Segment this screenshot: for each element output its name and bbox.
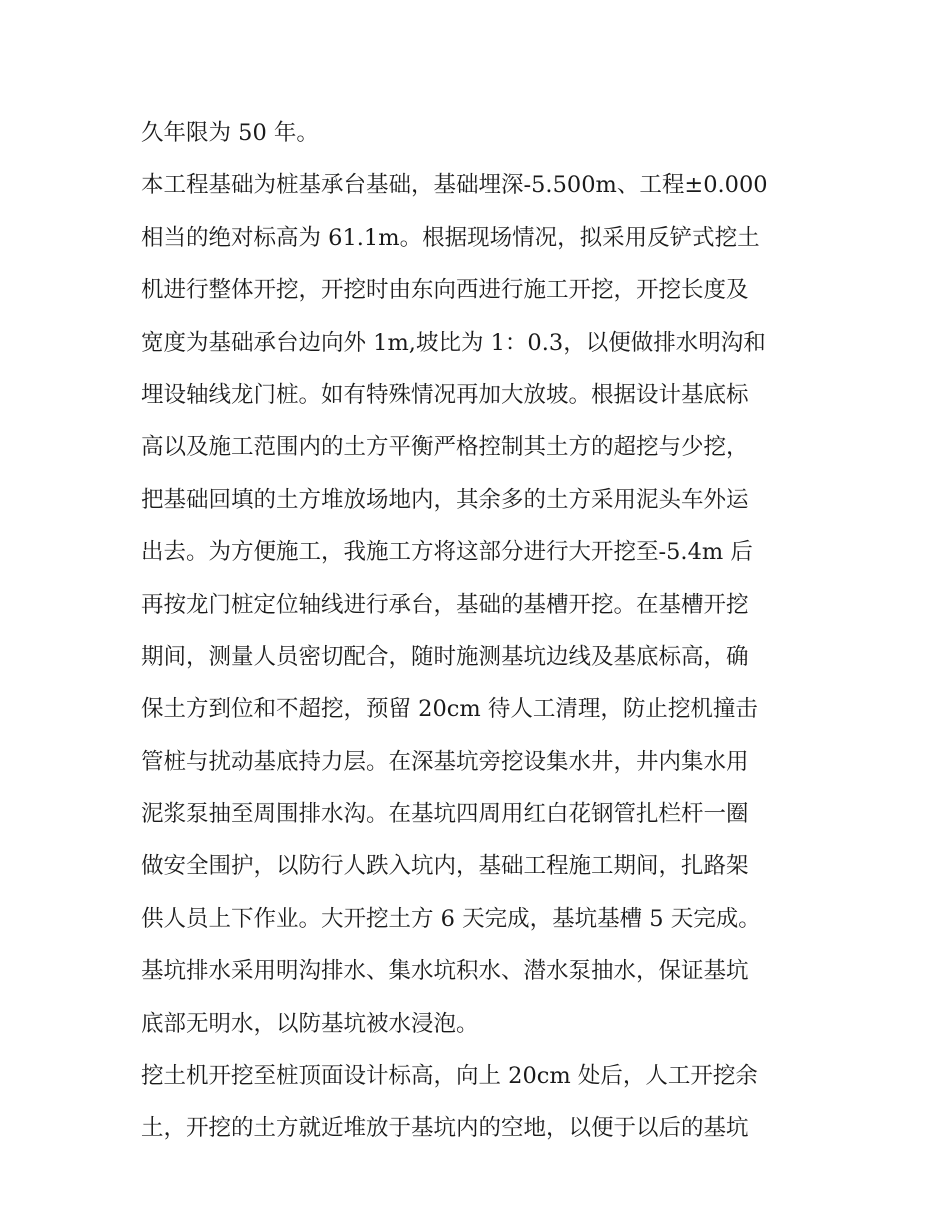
body-text [141,107,821,1155]
text-line: 基坑排水采用明沟排水、集水坑积水、潜水泵抽水，保证基坑 [141,958,749,985]
text-line: 底部无明水，以防基坑被水浸泡。 [141,1010,479,1037]
text-line: 供人员上下作业。大开挖土方 6 天完成，基坑基槽 5 天完成。 [141,905,761,932]
text-line: 保土方到位和不超挖，预留 20cm 待人工清理，防止挖机撞击 [141,696,758,723]
text-line: 宽度为基础承台边向外 1m,坡比为 1：0.3，以便做排水明沟和 [141,329,766,356]
text-line: 埋设轴线龙门桩。如有特殊情况再加大放坡。根据设计基底标 [141,381,749,408]
text-line: 高以及施工范围内的土方平衡严格控制其土方的超挖与少挖， [141,434,749,461]
text-line: 出去。为方便施工，我施工方将这部分进行大开挖至-5.4m 后 [141,539,753,566]
text-line: 泥浆泵抽至周围排水沟。在基坑四周用红白花钢管扎栏杆一圈 [141,801,749,828]
text-line: 管桩与扰动基底持力层。在深基坑旁挖设集水井，井内集水用 [141,748,749,775]
text-line: 久年限为 50 年。 [141,120,319,146]
text-line: 土，开挖的土方就近堆放于基坑内的空地，以便于以后的基坑 [141,1115,749,1142]
text-line: 本工程基础为桩基承台基础，基础埋深-5.500m、工程±0.000 [141,172,768,199]
text-line: 挖土机开挖至桩顶面设计标高，向上 20cm 处后，人工开挖余 [141,1063,758,1090]
text-line: 做安全围护，以防行人跌入坑内，基础工程施工期间，扎路架 [141,853,749,880]
text-line: 期间，测量人员密切配合，随时施测基坑边线及基底标高，确 [141,643,749,670]
text-line: 再按龙门桩定位轴线进行承台，基础的基槽开挖。在基槽开挖 [141,591,749,618]
text-line: 相当的绝对标高为 61.1m。根据现场情况，拟采用反铲式挖土 [141,224,760,251]
text-line: 机进行整体开挖，开挖时由东向西进行施工开挖，开挖长度及 [141,277,749,304]
text-line: 把基础回填的土方堆放场地内，其余多的土方采用泥头车外运 [141,486,749,513]
